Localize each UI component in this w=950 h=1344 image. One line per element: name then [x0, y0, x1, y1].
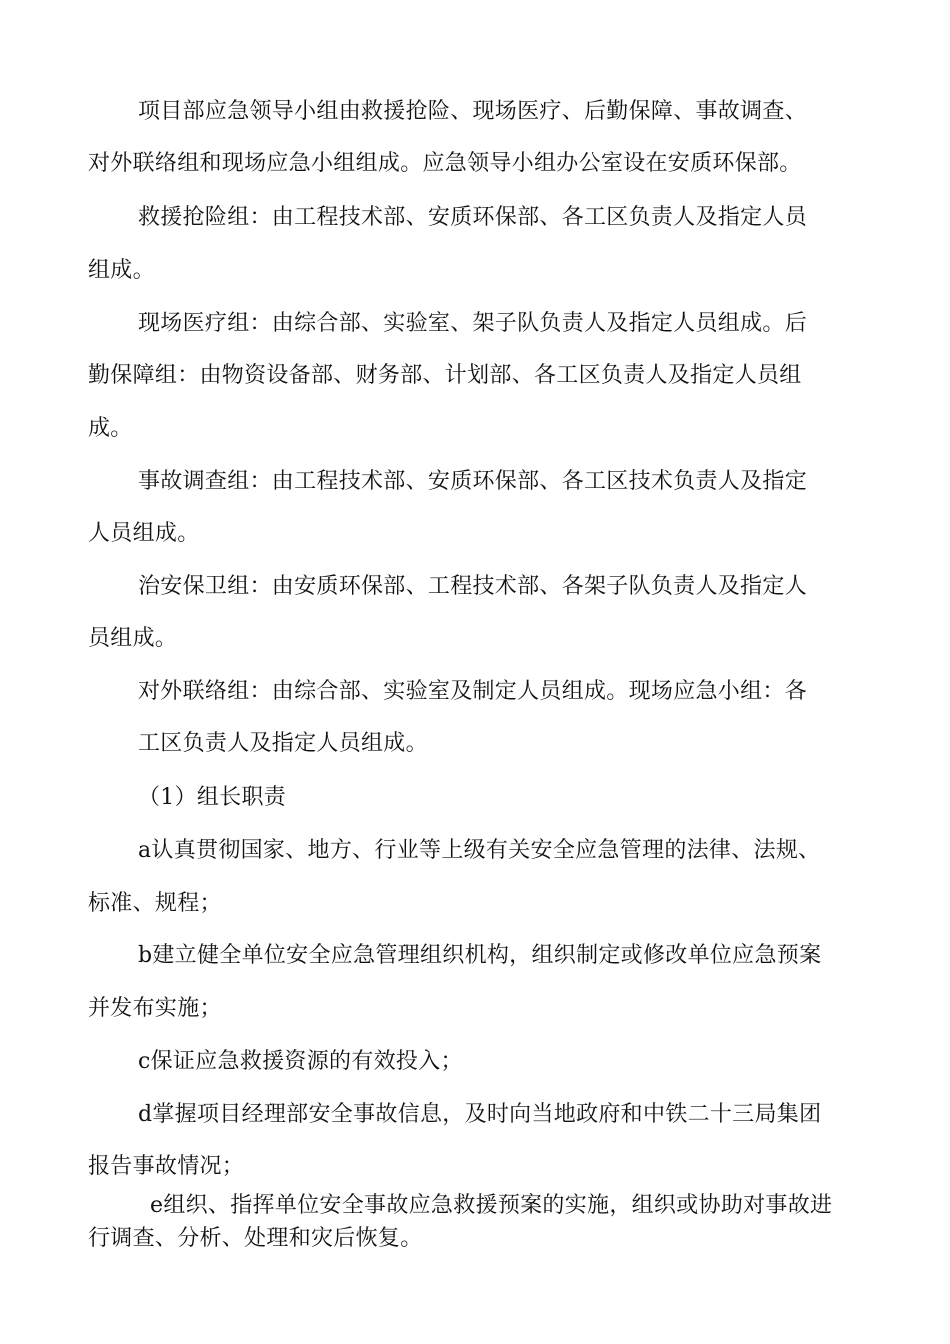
paragraph-line: 对外联络组和现场应急小组组成。应急领导小组办公室设在安质环保部。	[88, 151, 802, 176]
paragraph-line: 救援抢险组：由工程技术部、安质环保部、各工区负责人及指定人员	[138, 205, 808, 230]
paragraph-line: c保证应急救援资源的有效投入；	[138, 1049, 463, 1074]
paragraph-line: e组织、指挥单位安全事故应急救援预案的实施，组织或协助对事故进	[150, 1193, 833, 1218]
paragraph-line: 行调查、分析、处理和灾后恢复。	[88, 1226, 423, 1251]
paragraph-line: 标准、规程；	[88, 891, 222, 916]
paragraph-line: 对外联络组：由综合部、实验室及制定人员组成。现场应急小组：各	[138, 679, 808, 704]
paragraph-line: d掌握项目经理部安全事故信息，及时向当地政府和中铁二十三局集团	[138, 1102, 822, 1127]
paragraph-line: 并发布实施；	[88, 996, 222, 1021]
paragraph-line: 现场医疗组：由综合部、实验室、架子队负责人及指定人员组成。后	[138, 311, 808, 336]
paragraph-line: 组成。	[88, 258, 155, 283]
paragraph-line: 成。	[88, 416, 133, 441]
paragraph-line: 勤保障组：由物资设备部、财务部、计划部、各工区负责人及指定人员组	[88, 363, 802, 388]
paragraph-line: 工区负责人及指定人员组成。	[138, 731, 428, 756]
paragraph-line: a认真贯彻国家、地方、行业等上级有关安全应急管理的法律、法规、	[138, 838, 821, 863]
paragraph-line: 项目部应急领导小组由救援抢险、现场医疗、后勤保障、事故调查、	[138, 99, 808, 124]
section-heading: （1）组长职责	[138, 785, 287, 810]
paragraph-line: 报告事故情况；	[88, 1154, 245, 1179]
paragraph-line: 事故调查组：由工程技术部、安质环保部、各工区技术负责人及指定	[138, 469, 808, 494]
paragraph-line: 人员组成。	[88, 521, 200, 546]
paragraph-line: b建立健全单位安全应急管理组织机构，组织制定或修改单位应急预案	[138, 943, 822, 968]
paragraph-line: 员组成。	[88, 626, 178, 651]
paragraph-line: 治安保卫组：由安质环保部、工程技术部、各架子队负责人及指定人	[138, 574, 808, 599]
